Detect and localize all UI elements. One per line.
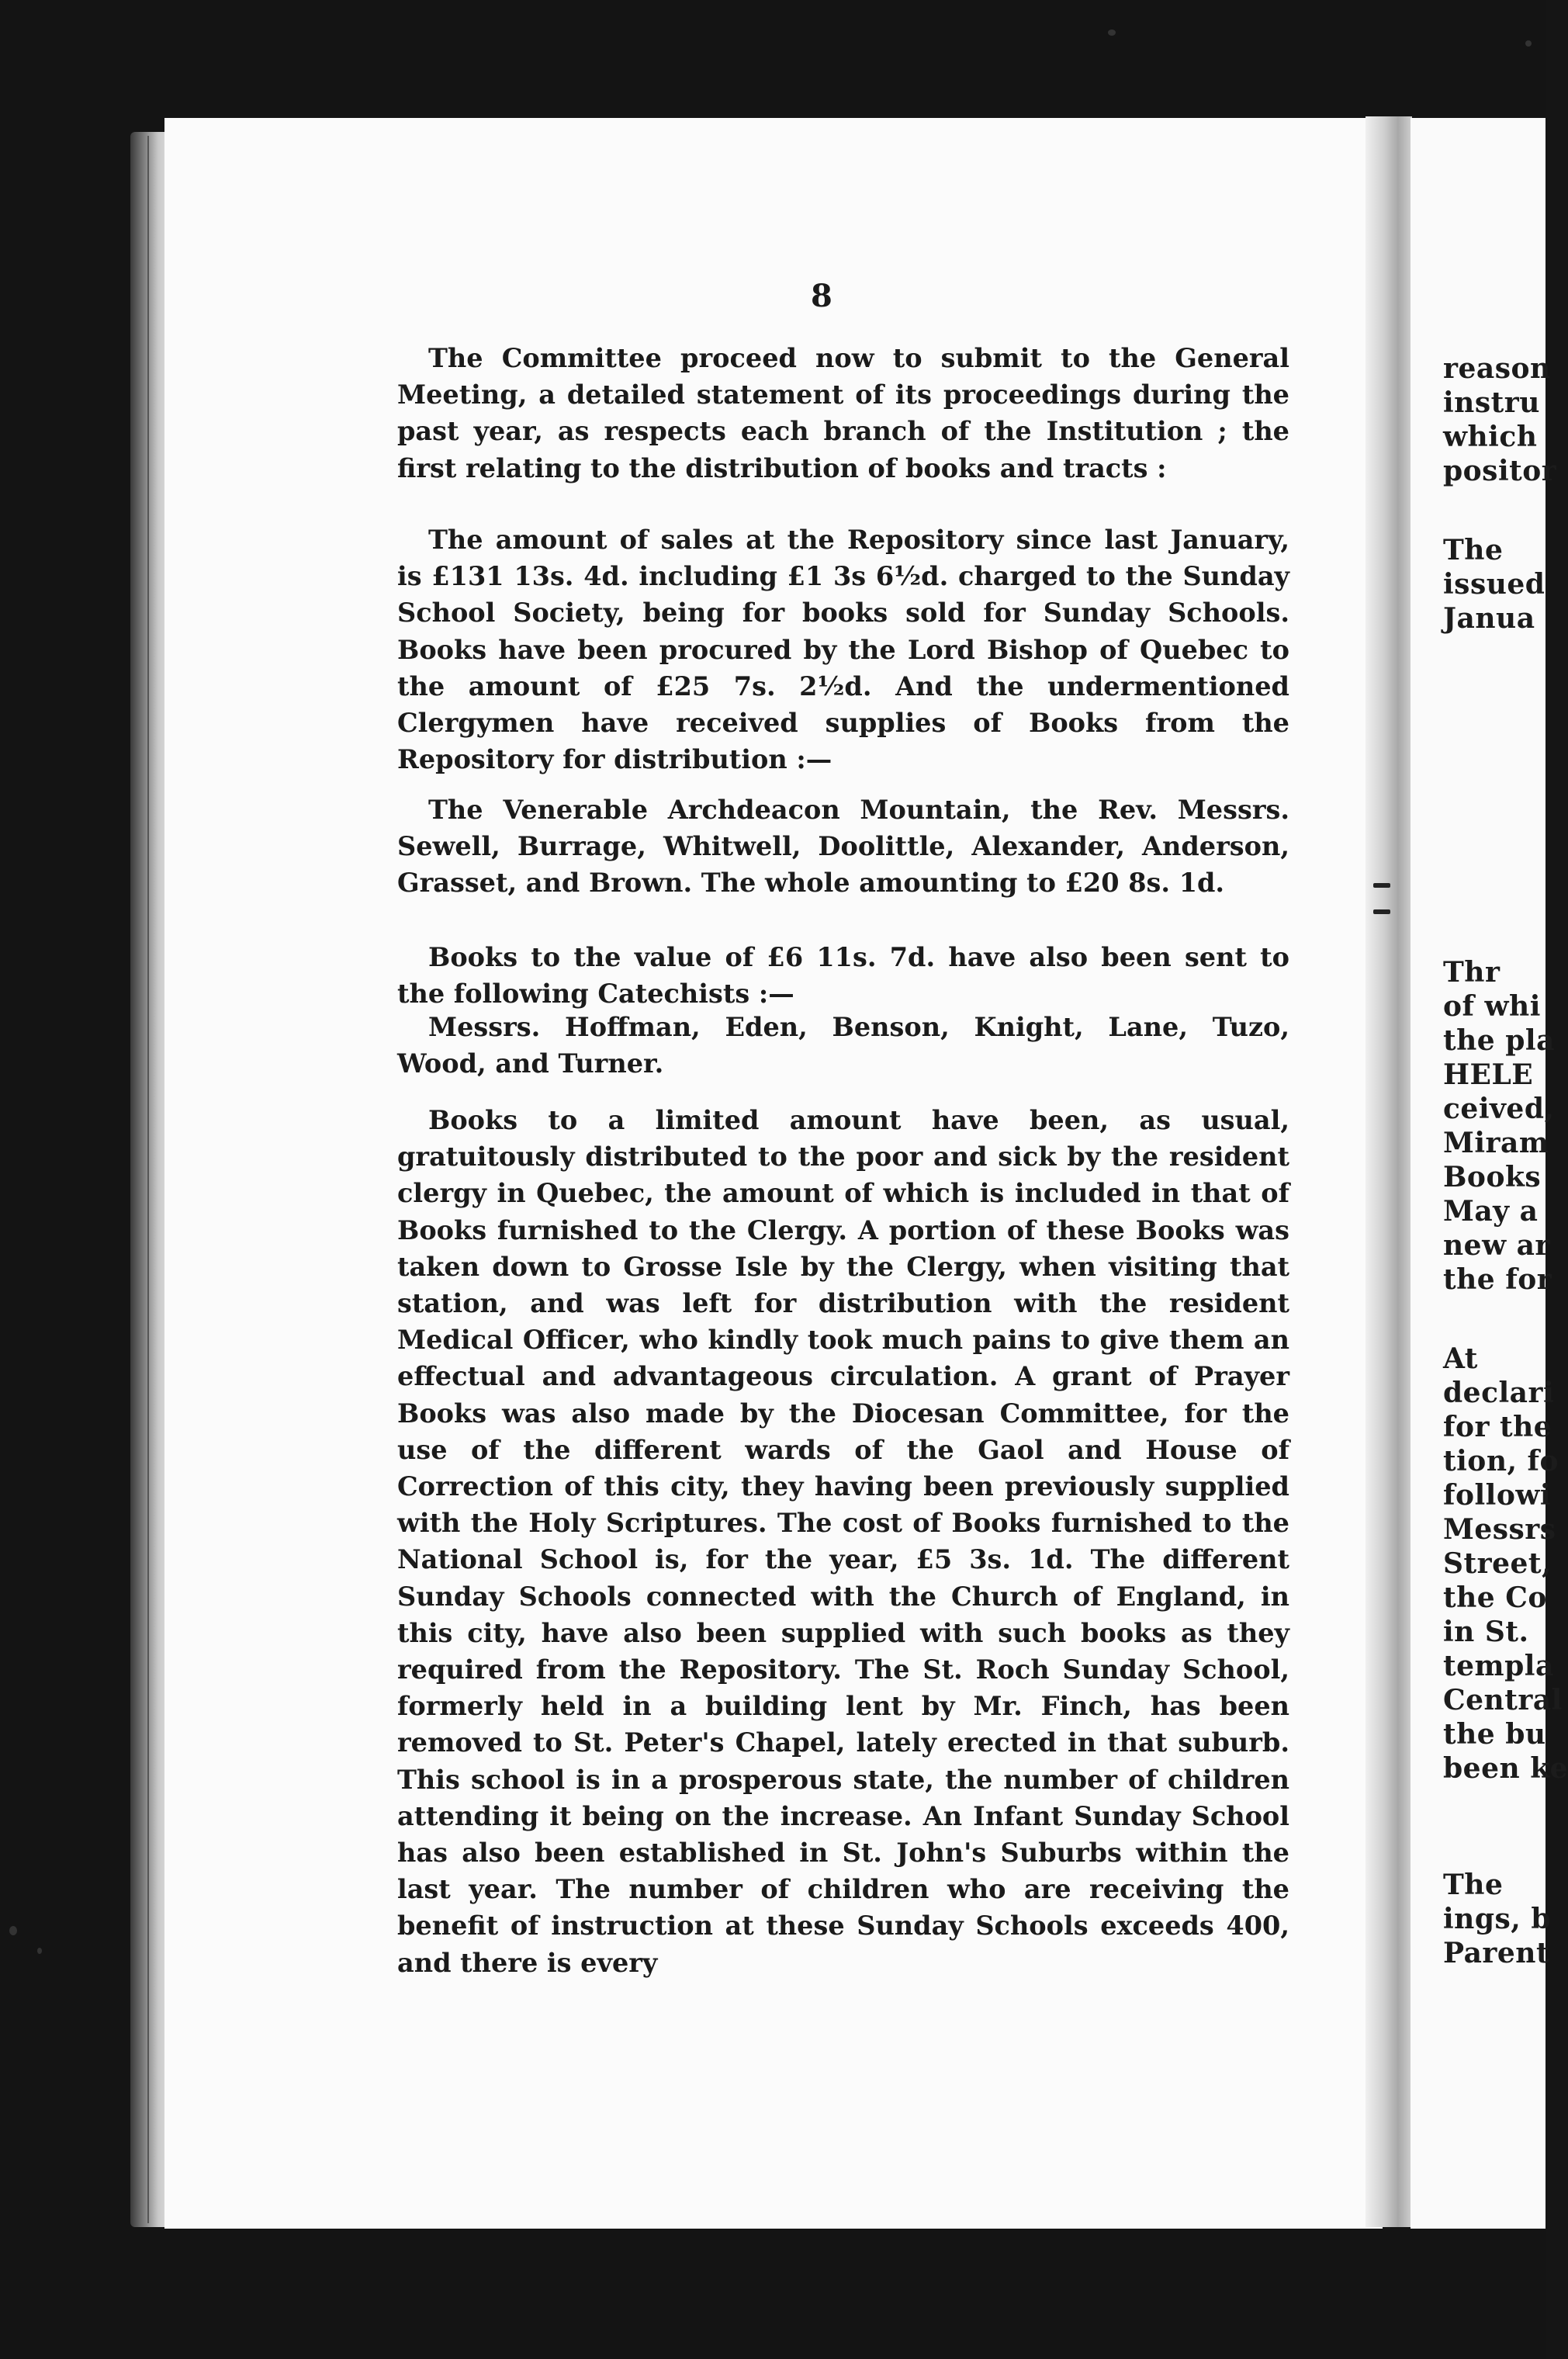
right-page-fragment: new ar xyxy=(1443,1229,1550,1262)
right-page-fragment: of whi xyxy=(1443,990,1541,1023)
right-page-fragment: HELE xyxy=(1443,1058,1534,1091)
page-edge-line xyxy=(147,136,149,2223)
right-page-fragment: ings, b xyxy=(1443,1903,1552,1935)
right-page-fragment: At xyxy=(1443,1342,1478,1375)
right-page-fragment: The xyxy=(1443,1869,1504,1901)
paragraph-catechists: Books to the value of £6 11s. 7d. have also been sent to the following Catechists :— xyxy=(397,942,1289,1010)
paragraph-repository-sales: The amount of sales at the Repository since last January, is £131 13s. 4d. including £1 3s 6½d. charged to the Sunday School Society, being for books sold for Sunday Schools. Books have been procured by the Lord Bishop of Quebec to the amount of £25 7s. 2½d. And the undermentioned Clergymen have received supplies of Books from the Repository for distribution :— xyxy=(397,525,1289,775)
right-page-fragment: ceived, xyxy=(1443,1093,1555,1125)
right-page-fragment: been ke xyxy=(1443,1752,1568,1785)
right-page-fragment: Books xyxy=(1443,1161,1542,1193)
right-page-fragment: for the xyxy=(1443,1411,1552,1443)
right-page-fragment: Central xyxy=(1443,1684,1563,1716)
right-page-fragment: The xyxy=(1443,534,1504,566)
right-page-fragment: followi xyxy=(1443,1479,1552,1512)
gutter-mark xyxy=(1373,883,1390,888)
scan-speck xyxy=(1525,40,1532,47)
paragraph-distribution: Books to a limited amount have been, as usual, gratuitously distributed to the poor and sick by the resident clergy in Quebec, the amount of which is included in that of Books furnished to the Clergy. A portion of these Books was taken down to Grosse Isle by the Clergy, when visiting that station, and was left for distribution with the resident Medical Officer, who kindly took much pains to give them an effectual and advantageous circulation. A grant of Prayer Books was also made by the Diocesan Committee, for the use of the different wards of the Gaol and House of Correction of this city, they having been previously supplied with the Holy Scriptures. The cost of Books furnished to the National School is, for the year, £5 3s. 1d. The different Sunday Schools connected with the Church of England, in this city, have also been supplied with such books as they required from the Repository. The St. Roch Sunday School, formerly held in a building lent by Mr. Finch, has been removed to St. Peter's Chapel, lately erected in that suburb. This school is in a prosperous state, the number of children attending it being on the increase. An Infant Sunday School has also been established in St. John's Suburbs within the last year. The number of children who are receiving the benefit of instruction at these Sunday Schools exceeds 400, and there is every xyxy=(397,1105,1289,1978)
right-page-fragment: Thr xyxy=(1443,956,1501,989)
book-gutter xyxy=(1366,116,1412,2227)
right-page-fragment: tion, fo xyxy=(1443,1445,1559,1477)
right-page-fragment: the pla xyxy=(1443,1024,1555,1057)
right-page-fragment: positor xyxy=(1443,455,1557,487)
right-page-fragment: Messrs xyxy=(1443,1513,1556,1546)
scan-speck xyxy=(1108,29,1116,36)
right-page-fragment: instru xyxy=(1443,386,1540,419)
scan-speck xyxy=(9,1926,17,1935)
paragraph-clergy-list: The Venerable Archdeacon Mountain, the Rev. Messrs. Sewell, Burrage, Whitwell, Doolittle, Alexander, Anderson, Grasset, and Brown. The whole amounting to £20 8s. 1d. xyxy=(397,795,1289,899)
right-page-fragment: the for xyxy=(1443,1263,1552,1296)
right-page-fragment: templa xyxy=(1443,1650,1554,1682)
right-page-fragment: the Co xyxy=(1443,1581,1547,1614)
right-page xyxy=(1411,118,1568,2229)
right-page-fragment: Parent xyxy=(1443,1937,1550,1969)
right-page-fragment: which xyxy=(1443,421,1538,453)
right-page-fragment: the bu xyxy=(1443,1718,1546,1751)
paragraph-intro: The Committee proceed now to submit to the General Meeting, a detailed statement of its proceedings during the past year, as respects each branch of the Institution ; the first relating to the distribution of books and tracts : xyxy=(397,343,1289,483)
right-page-fragment: issued xyxy=(1443,568,1546,601)
paragraph-catechist-names: Messrs. Hoffman, Eden, Benson, Knight, Lane, Tuzo, Wood, and Turner. xyxy=(397,1012,1289,1079)
gutter-mark xyxy=(1373,909,1390,914)
right-page-fragment: Janua xyxy=(1443,602,1535,635)
right-page-fragment: reason xyxy=(1443,352,1551,385)
right-page-fragment: May a xyxy=(1443,1195,1539,1228)
right-page-fragment: Street, xyxy=(1443,1547,1552,1580)
right-page-fragment: declari xyxy=(1443,1377,1555,1409)
scan-speck xyxy=(37,1948,42,1954)
right-page-fragment: Miram xyxy=(1443,1127,1549,1159)
page-number: 8 xyxy=(811,278,832,314)
right-page-fragment: in St. xyxy=(1443,1616,1529,1648)
